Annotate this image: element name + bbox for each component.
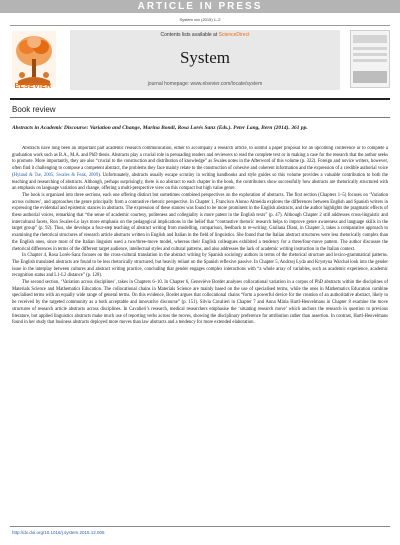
paragraph-text: The second section, ‘Variation across disciplines’, takes in Chapters 6–10. In Chapter 6, Geneviève Bordet analyses collocational variation in a corpus of PhD abstracts within the disciplines of Materials Science and Mathematics Education. The collocational chains in Materials Science are mainly based on the use of specialised terms, while the ones in Mathematics Education combine specialised terms with an equally wide range of general terms. On this evidence, Bordet argues that collocational chains “form a powerful device for the creation of an authoritative abstract, likely to be received by the targeted community as a both acceptable and innovative discourse” (p. 151). Silvia Cavalieri in Chapter 7 and Anna Mária Hartl-Heuvelmans in Chapter 8 examine the move structures of research article abstracts across disciplines. In Cavalieri’s research, medical researchers emphasise the ‘situating research move’ which anchors the research in question to previous literature, but applied linguistics abstracts make much use of reporting verbs across the moves, showing the disciplinary preference for attribution rather than assertion. In contrast, Hartl-Heuvelmans found in her study that business abstracts deployed more moves than law abstracts and a tendency for more extended elaboration. <box>12 280 388 326</box>
review-body <box>12 146 388 520</box>
elsevier-tree-logo-icon <box>12 31 56 91</box>
body-paragraph <box>12 193 388 253</box>
body-paragraph <box>12 146 388 193</box>
journal-homepage[interactable]: journal homepage: www.elsevier.com/locate/system <box>147 81 263 87</box>
footer-rule <box>10 526 390 527</box>
journal-title: System <box>179 48 231 67</box>
doi-link[interactable]: http://dx.doi.org/10.1016/j.system.2015.12.005 <box>12 530 105 535</box>
paragraph-text: ). Unfortunately, abstracts usually escape scrutiny in writing handbooks and style guides so this volume provides a valuable contribution to both the teaching and researching of abstracts. Although, perhaps surprisingly, there is no abstract to each chapter in the book, the contributors show successfully how abstracts are rhetorically structured with an emphasis on language variation and change, offering a multi-perspective view on this compact but high value genre. <box>12 172 388 192</box>
section-rule <box>10 117 390 118</box>
sciencedirect-link[interactable]: ScienceDirect <box>218 32 250 38</box>
journal-reference: System xxx (2015) 1–2 <box>179 17 221 22</box>
book-citation: Abstracts in Academic Discourse: Variation and Change, Marina Bondi, Rosa Lorés Sanz (Eds.). Peter Lang, Bern (2014). 361 pp. <box>12 125 308 131</box>
body-paragraph <box>12 253 388 280</box>
contents-prefix: Contents lists available at <box>160 32 219 38</box>
section-label: Book review <box>12 105 56 114</box>
masthead-rule <box>10 98 390 100</box>
journal-masthead <box>10 25 390 101</box>
citation-link[interactable]: Hyland & Tse, 2005; Swales & Feak, 2009 <box>13 172 99 178</box>
elsevier-wordmark: ELSEVIER <box>14 83 52 90</box>
paragraph-text: The book is organized into three sections, each one offering distinct but sometimes combined perspectives on the exploration of abstracts. The first section (Chapters 1–5) focuses on ‘Variation across cultures’, and approaches the genre principally from a contrastive rhetoric perspective. In Chapter 1, Francisco Alonso Almeida explores the differences between English and Spanish writers in expressing the evidential and epistemic stances in abstracts. The expression of these stances was found to be more prominent in the English abstracts, and the author highlights the pragmatic effects of these authorial voices, remarking that “the sense of academic courtesy, politeness and collegiality is more patent in the English texts” (p. 47). Although Chapter 2 still addresses cross-linguistic and intercultural facets, Ron Swales-Lo lays more emphasis on the pedagogical implications in the belief that “contrastive rhetoric research helps to improve genre awareness and language skills in the target group” (p. 92). Thus, she develops a four-step teaching of abstract writing from modelling, comparison, feedback to re-writing. Giuliana Diani, in Chapter 3, takes a comparative approach to examining the rhetorical structures of research article abstracts written in English and Italian in the field of linguistics. She found that the Italian abstract structures were less rhetorically complex than the English ones, since most of the Italian linguists used a two/three-move model, whereas their English colleagues exhibited a tendency for a three/four-move pattern. The author discusses the rhetorical differences in terms of the different target audience, intellectual styles and cultural patterns, and also addresses the lack of academic writing instruction in the Italian context. <box>12 192 388 252</box>
article-in-press-banner: ARTICLE IN PRESS <box>0 0 400 13</box>
body-paragraph <box>12 280 388 327</box>
paragraph-text: Abstracts have long been an important part academic research communication, either to accompany a research article, to submit a paper proposal for an upcoming conference or to complete a graduation work such as B.A., M.A. and PhD thesis. Abstracts play a crucial role in persuading readers and reviewers to read the complete text or in making a case for the research that the author seeks to promote. More importantly, they are also “crucial to the construction and distribution of knowledge” as Swales notes in the Afterword of this volume (p. 322). Foreign and novice writers, however, often find it challenging to compose a competent abstract, the problems they face mainly relate to the construction of cohesive and coherent information and the expression of a credible authorial voice ( <box>12 146 388 178</box>
paragraph-text: In Chapter 4, Rosa Lorés-Sanz focuses on the cross-cultural translation in the abstract writing by Spanish sociology authors in terms of the rhetorical structure and lexico-grammatical patterns. The English translated abstracts are found to be less rhetorically structured, but heavily reliant on the Spanish reflexive passive. In Chapter 5, Andrzej Łyda and Krystyna Warchał look into the gender issue in the interplay between cultures and abstract writing practice, concluding that gender engages complex interactions with “a whole array of variables, such as academic experience, academic recognition status and L1-L2 distance” (p. 128). <box>12 253 388 279</box>
journal-cover-thumbnail <box>350 30 390 88</box>
contents-line <box>70 32 340 38</box>
